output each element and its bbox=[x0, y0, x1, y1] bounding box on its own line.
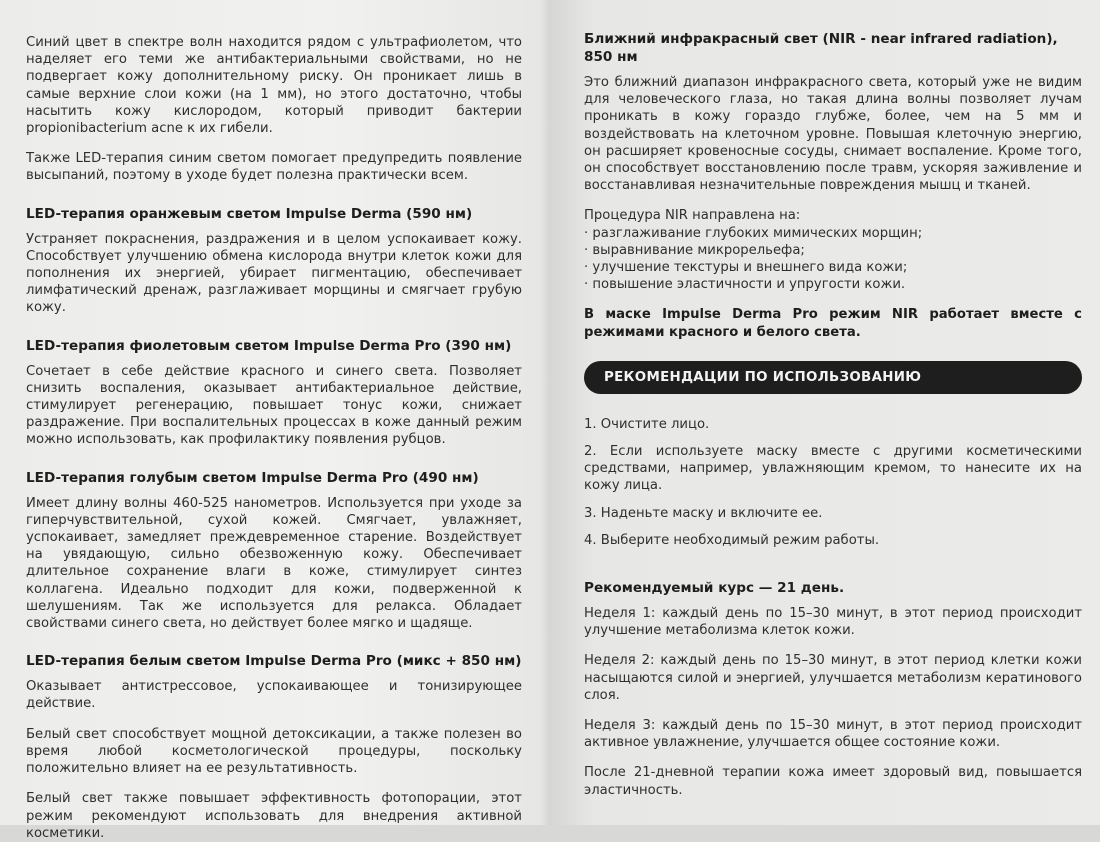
recommendations-header: РЕКОМЕНДАЦИИ ПО ИСПОЛЬЗОВАНИЮ bbox=[584, 361, 1082, 394]
section-title-violet: LED-терапия фиолетовым светом Impulse Derma Pro (390 нм) bbox=[26, 337, 512, 354]
section-title-white: LED-терапия белым светом Impulse Derma Pro (микс + 850 нм) bbox=[26, 653, 522, 670]
course-text: После 21-дневной терапии кожа имеет здоровый вид, повышается эластичность. bbox=[584, 765, 1082, 798]
list-item bbox=[584, 443, 1082, 495]
right-page bbox=[550, 0, 1100, 825]
step-text: 2. Если используете маску вместе с другими косметическими средствами, например, увлажняющим кремом, то нанесите их на кожу лица. bbox=[584, 444, 1082, 494]
course-title: Рекомендуемый курс — 21 день. bbox=[584, 580, 845, 597]
list-item bbox=[584, 505, 1082, 522]
section-text-lightblue: Имеет длину волны 460-525 нанометров. Используется при уходе за гиперчувствительной, сухой кожей. Смягчает, увлажняет, успокаивает, замедляет преждевременное старение. Воздействует на увядающую, сильно обезвоженную кожу. Обеспечивает длительное сохранение влаги в коже, стимулирует синтез коллагена. Идеально подходит для кожи, подверженной к шелушениям. Так же используется для релакса. Обладает свойствами синего света, но действует более мягко и щадяще. bbox=[26, 495, 522, 632]
section-text-violet: Сочетает в себе действие красного и синего света. Позволяет снизить воспаления, оказывает антибактериальное действие, стимулирует регенерацию, повышает тонус кожи, снижает раздражение. При воспалительных процессах в коже данный режим можно использовать, как профилактику появления рубцов. bbox=[26, 363, 522, 448]
section-title-lightblue: LED-терапия голубым светом Impulse Derma Pro (490 нм) bbox=[26, 469, 479, 486]
course-text: Неделя 1: каждый день по 15–30 минут, в этот период происходит улучшение метаболизма клеток кожи. bbox=[584, 606, 1082, 639]
nir-text: Это ближний диапазон инфракрасного света, который уже не видим для человеческого глаза, но такая длина волны позволяет лучам проникать в кожу гораздо глубже, более, чем на 5 мм и воздействовать на клеточном уровне. Повышая клеточную энергию, он расширяет кровеносные сосуды, снимает воспаление. Кроме того, он способствует восстановлению после травм, ускоряя заживление и восстанавливая незначительные повреждения мышц и тканей. bbox=[584, 75, 1082, 194]
step-text: 3. Наденьте маску и включите ее. bbox=[584, 505, 823, 521]
nir-title: Ближний инфракрасный свет (NIR - near infrared radiation), 850 нм bbox=[584, 31, 1058, 65]
nir-list-intro: Процедура NIR направлена на: bbox=[584, 208, 801, 224]
list-item: · выравнивание микрорельефа; bbox=[584, 242, 805, 258]
section-text-white: Белый свет способствует мощной детоксикации, а также полезен во время любой косметологической процедуры, поскольку положительно влияет на ее результативность. bbox=[26, 726, 522, 777]
left-page bbox=[0, 0, 550, 841]
section-text-white: Белый свет также повышает эффективность фотопорации, этот режим рекомендуют использовать для внедрения активной косметики. bbox=[26, 791, 522, 841]
list-item bbox=[584, 532, 1082, 549]
list-item bbox=[584, 416, 1082, 433]
list-item: · разглаживание глубоких мимических морщин; bbox=[584, 225, 923, 241]
step-text: 1. Очистите лицо. bbox=[584, 416, 710, 432]
section-text-white: Оказывает антистрессовое, успокаивающее и тонизирующее действие. bbox=[26, 679, 522, 712]
nir-list bbox=[584, 207, 1082, 293]
step-text: 4. Выберите необходимый режим работы. bbox=[584, 532, 880, 548]
intro-paragraph: Также LED-терапия синим светом помогает предупредить появление высыпаний, поэтому в уходе будет полезна практически всем. bbox=[26, 151, 522, 184]
list-item: · повышение эластичности и упругости кожи. bbox=[584, 277, 906, 293]
course-text: Неделя 2: каждый день по 15–30 минут, в этот период клетки кожи насыщаются силой и энергией, улучшается метаболизм кератинового слоя. bbox=[584, 653, 1082, 703]
course-text: Неделя 3: каждый день по 15–30 минут, в этот период происходит активное увлажнение, улучшается общее состояние кожи. bbox=[584, 718, 1082, 751]
list-item: · улучшение текстуры и внешнего вида кожи; bbox=[584, 260, 908, 276]
intro-paragraph: Синий цвет в спектре волн находится рядом с ультрафиолетом, что наделяет его теми же антибактериальными свойствами, но не подвергает кожу дополнительному риску. Он проникает лишь в самые верхние слои кожи (на 1 мм), но этого достаточно, чтобы насытить кожу кислородом, который приводит бактерии propionibacterium acne к их гибели. bbox=[26, 35, 522, 137]
nir-note: В маске Impulse Derma Pro режим NIR работает вместе с режимами красного и белого света. bbox=[584, 307, 1082, 340]
section-title-orange: LED-терапия оранжевым светом Impulse Derma (590 нм) bbox=[26, 205, 473, 222]
section-text-orange: Устраняет покраснения, раздражения и в целом успокаивает кожу. Способствует улучшению обмена кислорода внутри клеток кожи для пополнения их энергией, убирает пигментацию, обеспечивает лимфатический дренаж, разглаживает морщины и смягчает грубую кожу. bbox=[26, 231, 522, 316]
usage-steps bbox=[584, 416, 1082, 549]
